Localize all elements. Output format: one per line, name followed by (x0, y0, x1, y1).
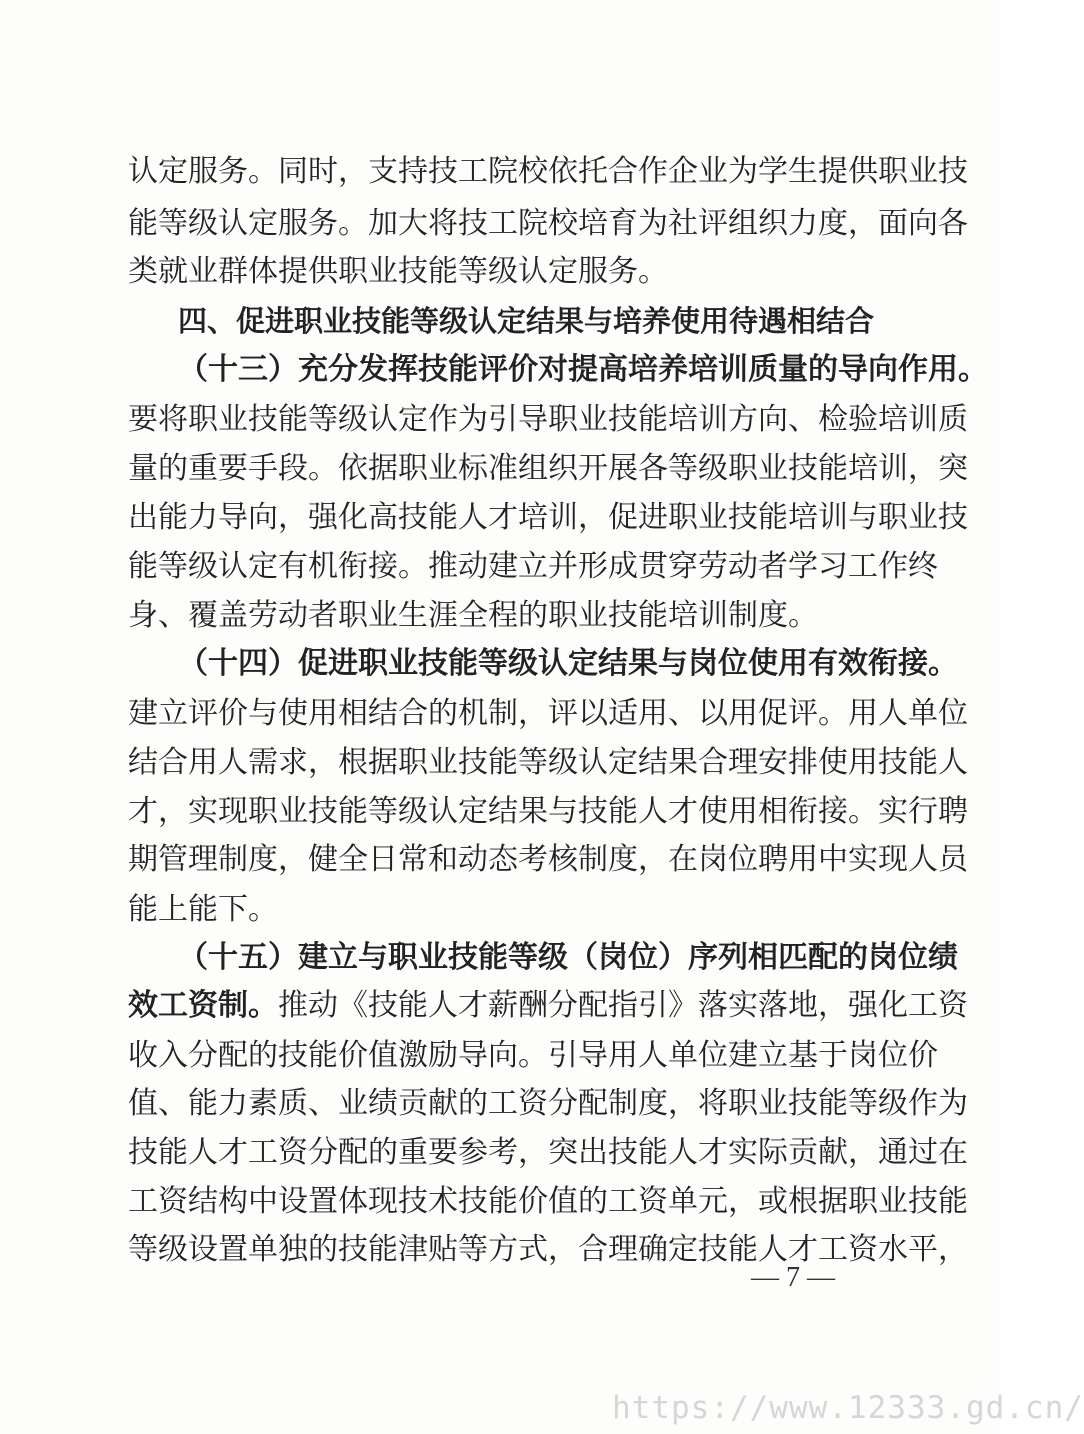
item-15-text: 推动《技能人才薪酬分配指引》落实落地，强化工资 (278, 988, 968, 1023)
text-line: 量的重要手段。依据职业标准组织开展各等级职业技能培训，突 (128, 451, 968, 486)
text-line: 工资结构中设置体现技术技能价值的工资单元，或根据职业技能 (128, 1184, 968, 1219)
item-15-title (178, 932, 958, 984)
text-line: 技能人才工资分配的重要参考，突出技能人才实际贡献，通过在 (128, 1135, 968, 1170)
text-line: 类就业群体提供职业技能等级认定服务。 (128, 254, 668, 289)
text-line: 认定服务。同时，支持技工院校依托合作企业为学生提供职业技 (128, 154, 968, 189)
item-13-title-text: （十三）充分发挥技能评价对提高培养培训质量的导向作用。 (178, 352, 988, 387)
text-line: 值、能力素质、业绩贡献的工资分配制度，将职业技能等级作为 (128, 1086, 968, 1121)
item-14-title-text: （十四）促进职业技能等级认定结果与岗位使用有效衔接。 (178, 646, 958, 681)
text-line: 要将职业技能等级认定作为引导职业技能培训方向、检验培训质 (128, 402, 968, 437)
text-line: 身、覆盖劳动者职业生涯全程的职业技能培训制度。 (128, 598, 818, 633)
text-line: 能等级认定有机衔接。推动建立并形成贯穿劳动者学习工作终 (128, 549, 938, 584)
text-line: 能上能下。 (128, 892, 278, 927)
text-line: 结合用人需求，根据职业技能等级认定结果合理安排使用技能人 (128, 745, 968, 780)
item-14-title (178, 638, 958, 690)
section-heading: 四、促进职业技能等级认定结果与培养使用待遇相结合 (178, 304, 875, 338)
text-line: 建立评价与使用相结合的机制，评以适用、以用促评。用人单位 (128, 696, 968, 731)
item-13-title (178, 344, 988, 396)
item-15-line (128, 980, 968, 1032)
item-15-title-text: （十五）建立与职业技能等级（岗位）序列相匹配的岗位绩 (178, 940, 958, 975)
page-number: — 7 — (751, 1262, 835, 1293)
text-line: 期管理制度，健全日常和动态考核制度，在岗位聘用中实现人员 (128, 842, 968, 877)
item-15-title-end: 效工资制。 (128, 988, 278, 1023)
text-line: 能等级认定服务。加大将技工院校培育为社评组织力度，面向各 (128, 206, 968, 241)
text-line: 出能力导向，强化高技能人才培训，促进职业技能培训与职业技 (128, 500, 968, 535)
text-line: 才，实现职业技能等级认定结果与技能人才使用相衔接。实行聘 (128, 794, 968, 829)
text-line: 等级设置单独的技能津贴等方式，合理确定技能人才工资水平， (128, 1232, 968, 1267)
watermark-url: https://www.12333.gd.cn/ (612, 1390, 1084, 1426)
text-line: 收入分配的技能价值激励导向。引导用人单位建立基于岗位价 (128, 1038, 938, 1073)
